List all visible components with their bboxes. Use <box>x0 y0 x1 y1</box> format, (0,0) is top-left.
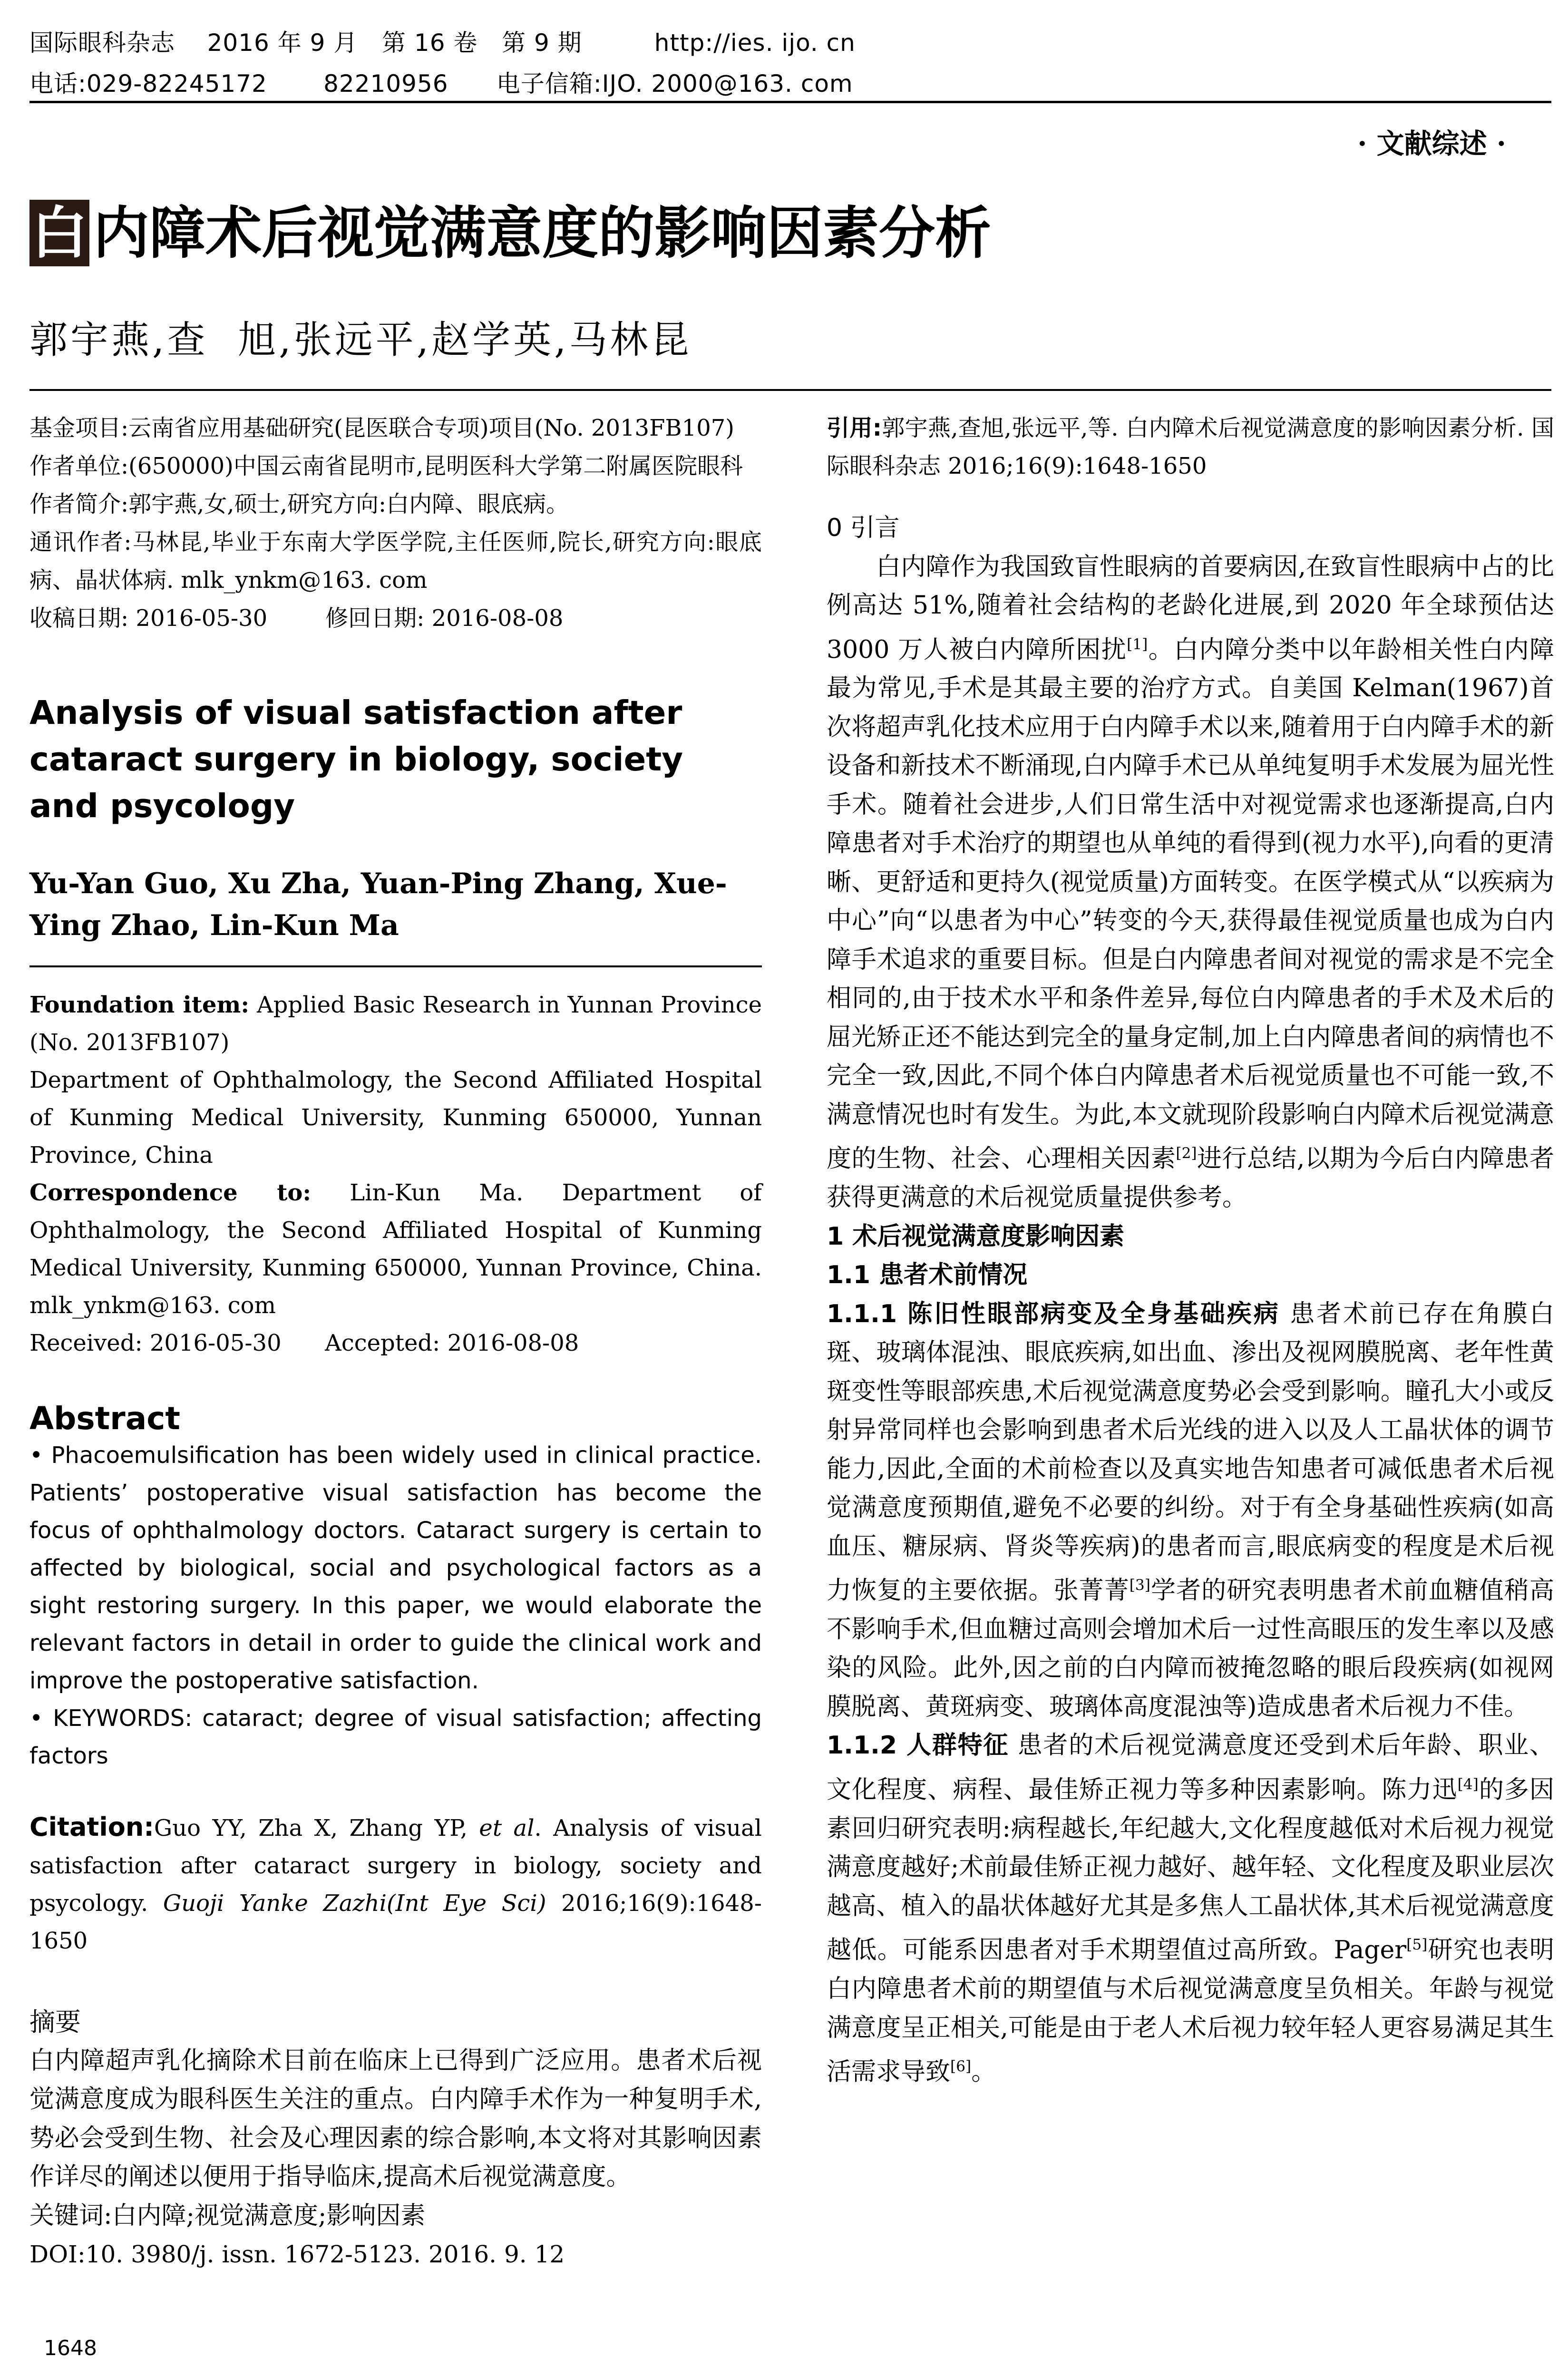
correspondence-en-text: Lin-Kun Ma. Department of Ophthalmology, the Second Affiliated Hospital of Kunming Medical University, Kunming 650000, Yunnan Province, China. mlk_ynkm@163. com <box>29 1179 762 1319</box>
citation-cn <box>827 409 1554 485</box>
keywords-cn: 关键词:白内障;视觉满意度;影响因素 <box>29 2201 426 2230</box>
correspondence-en-label: Correspondence to: <box>29 1179 312 1206</box>
journal-header-line1: 国际眼科杂志 2016 年 9 月 第 16 卷 第 9 期 http://ies. ijo. cn <box>29 29 856 57</box>
abstract-cn-heading: 摘要 <box>29 2007 81 2037</box>
foundation-cn: 基金项目:云南省应用基础研究(昆医联合专项)项目(No. 2013FB107) <box>29 415 735 441</box>
citation-cn-text <box>827 409 1554 485</box>
section1-1-1-text-b: 学者的研究表明患者术前血糖值稍高不影响手术,但血糖过高则会增加术后一过性高眼压的发生率以及感染的风险。此外,因之前的白内障而被掩忽略的眼后段疾病(如视网膜脱离、黄斑病变、玻璃体高度混浊等)造成患者术后视力不佳。 <box>827 1576 1554 1721</box>
citation-cn-body: 郭宇燕,查旭,张远平,等. 白内障术后视觉满意度的影响因素分析. 国际眼科杂志 2016;16(9):1648-1650 <box>827 415 1554 479</box>
header-rule <box>29 101 1551 103</box>
section1-1-2-text-c: 研究也表明白内障患者术前的期望值与术后视觉满意度呈负相关。年龄与视觉满意度呈正相关,可能是由于老人术后视力较年轻人更容易满足其生活需求导致 <box>827 1936 1554 2086</box>
citation-en-etal: et al <box>479 1815 535 1841</box>
intro-paragraph <box>827 548 1554 1218</box>
page-number: 1648 <box>44 2336 97 2360</box>
citation-en-part-b: . Analysis of visual satisfaction after cataract surgery in biology, society and psycology. <box>29 1815 762 1917</box>
section1-1-2-paragraph <box>827 1726 1554 2091</box>
page-title <box>29 200 991 266</box>
en-authors-rule <box>29 946 762 967</box>
foundation-en-text: Applied Basic Research in Yunnan Province (No. 2013FB107) <box>29 992 762 1056</box>
correspondence-en <box>29 1174 762 1325</box>
section-tag: · 文献综述 · <box>1357 127 1506 160</box>
meta-en <box>29 986 762 1362</box>
section1-1-1-text-a: 患者术前已存在角膜白斑、玻璃体混浊、眼底疾病,如出血、渗出及视网膜脱离、老年性黄斑变性等眼部疾患,术后视觉满意度势必会受到影响。瞳孔大小或反射异常同样也会影响到患者术后光线的进入以及人工晶状体的调节能力,因此,全面的术前检查以及真实地告知患者可减低患者术后视觉满意度预期值,避免不必要的纠纷。对于有全身基础性疾病(如高血压、糖尿病、肾炎等疾病)的患者而言,眼底病变的程度是术后视力恢复的主要依据。张菁菁 <box>827 1299 1554 1605</box>
right-column <box>827 409 1554 2092</box>
section1-1-1-paragraph <box>827 1295 1554 1727</box>
section1-1-heading: 1.1 患者术前情况 <box>827 1261 1028 1290</box>
abstract-cn <box>29 2003 762 2274</box>
section1-1-2-text-a: 患者的术后视觉满意度还受到术后年龄、职业、文化程度、病程、最佳矫正视力等多种因素影响。陈力迅 <box>827 1731 1554 1804</box>
foundation-en-label: Foundation item: <box>29 992 250 1018</box>
title-text: 内障术后视觉满意度的影响因素分析 <box>93 200 992 266</box>
title-en: Analysis of visual satisfaction after cataract surgery in biology, society and psycology <box>29 694 683 825</box>
correspondence-cn: 通讯作者:马林昆,毕业于东南大学医学院,主任医师,院长,研究方向:眼底病、晶状体病. mlk_ynkm@163. com <box>29 529 762 594</box>
abstract-cn-body: 白内障超声乳化摘除术目前在临床上已得到广泛应用。患者术后视觉满意度成为眼科医生关注的重点。白内障手术作为一种复明手术,势必会受到生物、社会及心理因素的综合影响,本文将对其影响因素作详尽的阐述以便用于指导临床,提高术后视觉满意度。 <box>29 2046 762 2191</box>
abstract-en-keywords: • KEYWORDS: cataract; degree of visual satisfaction; affecting factors <box>29 1705 762 1769</box>
citation-en-label: Citation: <box>29 1812 154 1842</box>
intro-text-b: 。白内障分类中以年龄相关性白内障最为常见,手术是其最主要的治疗方式。自美国 Kelman(1967)首次将超声乳化技术应用于白内障手术以来,随着用于白内障手术的新设备和新技术不断涌现,白内障手术已从单纯复明手术发展为屈光性手术。随着社会进步,人们日常生活中对视觉需求也逐渐提高,白内障患者对手术治疗的期望也从单纯的看得到(视力水平),向看的更清晰、更舒适和更持久(视觉质量)方面转变。在医学模式从“以疾病为中心”向“以患者为中心”转变的今天,获得最佳视觉质量也成为白内障手术追求的重要目标。但是白内障患者间对视觉的需求是不完全相同的,由于技术水平和条件差异,每位白内障患者的手术及术后的屈光矫正还不能达到完全的量身定制,加上白内障患者间的病情也不完全一致,因此,不同个体白内障患者术后视觉质量也不可能一致,不满意情况也时有发生。为此,本文就现阶段影响白内障术后视觉满意度的生物、社会、心理相关因素 <box>827 635 1554 1173</box>
section1-1-1-title: 1.1.1 陈旧性眼部病变及全身基础疾病 <box>827 1299 1280 1328</box>
intro-section <box>827 509 1554 2092</box>
meta-cn <box>29 409 762 637</box>
title-rule <box>29 389 1551 391</box>
doi: DOI:10. 3980/j. issn. 1672-5123. 2016. 9. 12 <box>29 2241 565 2268</box>
citation-en-journal: Guoji Yanke Zazhi(Int Eye Sci) <box>163 1890 546 1917</box>
ref-6: [6] <box>950 2058 972 2075</box>
ref-1: [1] <box>1127 635 1148 653</box>
citation-cn-label: 引用: <box>827 415 882 441</box>
authors-en: Yu-Yan Guo, Xu Zha, Yuan-Ping Zhang, Xue-Ying Zhao, Lin-Kun Ma <box>29 867 727 942</box>
journal-header-line2: 电话:029-82245172 82210956 电子信箱:IJO. 2000@163. com <box>29 70 853 97</box>
left-column <box>29 409 762 2274</box>
dates-en: Received: 2016-05-30 Accepted: 2016-08-08 <box>29 1330 579 1356</box>
bio-cn: 作者简介:郭宇燕,女,硕士,研究方向:白内障、眼底病。 <box>29 491 569 517</box>
section1-heading: 1 术后视觉满意度影响因素 <box>827 1222 1125 1251</box>
ref-2: [2] <box>1176 1145 1197 1162</box>
dates-cn: 收稿日期: 2016-05-30 修回日期: 2016-08-08 <box>29 605 564 632</box>
intro-text-a: 白内障作为我国致盲性眼病的首要病因,在致盲性眼病中占的比例高达 51%,随着社会结构的老龄化进展,到 2020 年全球预估达 3000 万人被白内障所困扰 <box>827 552 1554 664</box>
ref-3: [3] <box>1129 1577 1150 1594</box>
intro-text-c: 进行总结,以期为今后白内障患者获得更满意的术后视觉质量提供参考。 <box>827 1144 1554 1212</box>
affiliation-cn: 作者单位:(650000)中国云南省昆明市,昆明医科大学第二附属医院眼科 <box>29 453 743 479</box>
citation-en-part-a: Guo YY, Zha X, Zhang YP, <box>154 1815 479 1841</box>
abstract-en <box>29 1437 762 1775</box>
citation-en-part-c: 2016;16(9):1648-1650 <box>29 1890 762 1954</box>
foundation-en <box>29 986 762 1062</box>
intro-heading: 0 引言 <box>827 514 900 542</box>
ref-5: [5] <box>1406 1936 1428 1954</box>
abstract-heading: Abstract <box>29 1400 180 1437</box>
section1-1-2-text-b: 的多因素回归研究表明:病程越长,年纪越大,文化程度越低对术后视力视觉满意度越好;术前最佳矫正视力越好、越年轻、文化程度及职业层次越高、植入的晶状体越好尤其是多焦人工晶状体,其术后视觉满意度越低。可能系因患者对手术期望值过高所致。Pager <box>827 1775 1554 1965</box>
authors-cn: 郭宇燕,查 旭,张远平,赵学英,马林昆 <box>29 318 692 362</box>
title-initial-badge: 白 <box>29 200 89 266</box>
section1-1-2-text-d: 。 <box>971 2057 996 2086</box>
section1-1-2-title: 1.1.2 人群特征 <box>827 1731 1009 1760</box>
abstract-en-body: • Phacoemulsification has been widely used in clinical practice. Patients’ postoperative visual satisfaction has become the focus of ophthalmology doctors. Cataract surgery is certain to affected by biological, social and psychological factors as a sight restoring surgery. In this paper, we would elaborate the relevant factors in detail in order to guide the clinical work and improve the postoperative satisfaction. <box>29 1442 762 1694</box>
citation-en-text <box>29 1808 762 1960</box>
department-en: Department of Ophthalmology, the Second Affiliated Hospital of Kunming Medical University, Kunming 650000, Yunnan Province, China <box>29 1067 762 1169</box>
citation-en <box>29 1808 762 1960</box>
ref-4: [4] <box>1457 1775 1479 1793</box>
